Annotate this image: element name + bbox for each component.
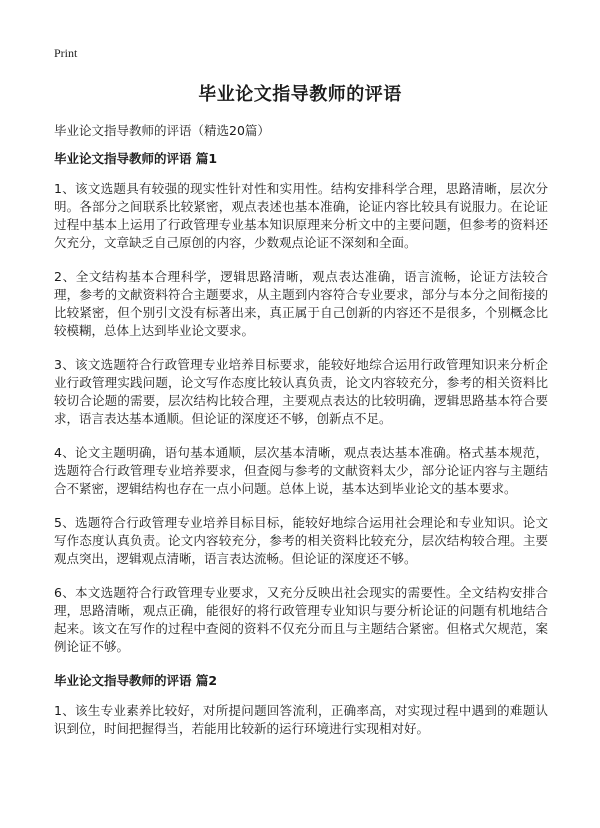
paragraph: 4、论文主题明确，语句基本通顺，层次基本清晰，观点表达基本准确。格式基本规范，选题符合行政管理专业培养要求，但查阅与参考的文献资料太少，部分论证内容与主题结合不紧密，逻辑结构也存在一点小问题。总体上说，基本达到毕业论文的基本要求。 [54,445,548,496]
section-heading: 毕业论文指导教师的评语 篇1 [54,151,218,166]
section-heading: 毕业论文指导教师的评语 篇2 [54,673,218,688]
paragraph: 5、选题符合行政管理专业培养目标目标，能较好地综合运用社会理论和专业知识。论文写作态度认真负责。论文内容较充分，参考的相关资料比较充分，层次结构较合理。主要观点突出，逻辑观点清晰，语言表达流畅。但论证的深度还不够。 [54,515,548,566]
section-1 [54,150,548,656]
paragraph: 3、该文选题符合行政管理专业培养目标要求，能较好地综合运用行政管理知识来分析企业行政管理实践问题，论文写作态度比较认真负责，论文内容较充分，参考的相关资料比较切合论题的需要，层次结构比较合理，主要观点表达的比较明确，逻辑思路基本符合要求，语言表达基本通顺。但论证的深度还不够，创新点不足。 [54,357,548,426]
paragraph: 1、该生专业素养比较好，对所提问题回答流利，正确率高，对实现过程中遇到的难题认识到位，时间把握得当，若能用比较新的运行环境进行实现相对好。 [54,703,548,736]
document-title: 毕业论文指导教师的评语 [198,84,402,105]
paragraph: 1、该文选题具有较强的现实性针对性和实用性。结构安排科学合理，思路清晰，层次分明。各部分之间联系比较紧密，观点表述也基本准确，论证内容比较具有说服力。在论证过程中基本上运用了行政管理专业基本知识原理来分析文中的主要问题，但参考的资料还欠充分，文章缺乏自己原创的内容，少数观点论证不深刻和全面。 [54,181,548,250]
section-2 [54,672,548,738]
paragraph: 2、全文结构基本合理科学，逻辑思路清晰，观点表达准确，语言流畅，论证方法较合理，参考的文献资料符合主题要求，从主题到内容符合专业要求，部分与本分之间衔接的比较紧密，但个别引文没有标著出来，真正属于自己创新的内容还不是很多，个别概念比较模糊，总体上达到毕业论文要求。 [54,269,548,338]
document-subtitle: 毕业论文指导教师的评语（精选20篇） [54,123,270,138]
print-link[interactable]: Print [54,46,78,60]
document-body [54,150,548,754]
paragraph: 6、本文选题符合行政管理专业要求，又充分反映出社会现实的需要性。全文结构安排合理，思路清晰，观点正确，能很好的将行政管理专业知识与要分析论证的问题有机地结合起来。该文在写作的过程中查阅的资料不仅充分而且与主题结合紧密。但格式欠规范，案例论证不够。 [54,585,548,654]
